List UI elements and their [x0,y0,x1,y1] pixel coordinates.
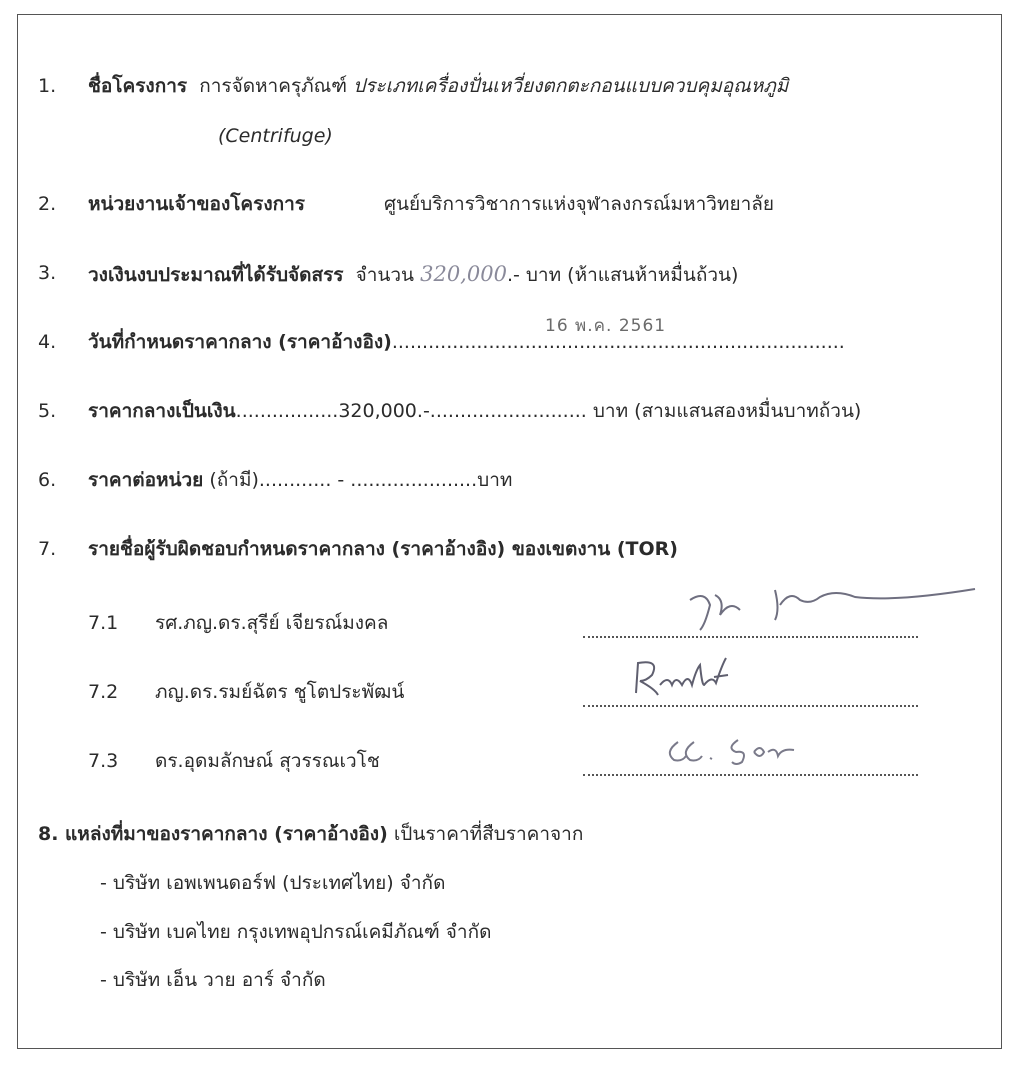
budget-line [88,262,738,287]
item-3-number: 3. [38,262,57,284]
item-4-number: 4. [38,331,57,353]
member-number: 7.2 [88,681,119,703]
item-7-number: 7. [38,538,57,560]
signature-3 [660,730,800,770]
project-name-label: ชื่อโครงการ [88,75,188,97]
date-dots: ........................................................................... [391,331,845,353]
budget-post: .- บาท (ห้าแสนห้าหมื่นถ้วน) [506,264,739,286]
unit-price-line [88,469,512,492]
project-name-plain: การจัดหาครุภัณฑ์ [199,75,348,97]
member-number: 7.3 [88,750,119,772]
member-name: ภญ.ดร.รมย์ฉัตร ชูโตประพัฒน์ [155,681,405,703]
item-2-number: 2. [38,193,57,215]
committee-label: รายชื่อผู้รับผิดชอบกำหนดราคากลาง (ราคาอ้างอิง) ของเขตงาน (TOR) [88,538,678,560]
item-1-content [88,75,788,98]
member-name: รศ.ภญ.ดร.สุรีย์ เจียรณ์มงคล [155,612,389,634]
signature-line [583,636,918,638]
sources-label: 8. แหล่งที่มาของราคากลาง (ราคาอ้างอิง) [38,823,388,845]
source-item: - บริษัท เอ็น วาย อาร์ จำกัด [100,969,326,991]
median-price-value: .................320,000.-.......................... บาท (สามแสนสองหมื่นบาทถ้วน) [235,400,862,422]
budget-pre: จำนวน [355,264,415,286]
owner-unit-label: หน่วยงานเจ้าของโครงการ [88,193,305,215]
signature-2 [628,655,758,700]
signature-1 [680,580,990,635]
member-number: 7.1 [88,612,119,634]
budget-handwritten-amount: 320,000 [420,262,507,286]
median-price-line [88,400,861,423]
item-number: 1. [38,75,57,97]
member-name: ดร.อุดมลักษณ์ สุวรรณเวโช [155,750,380,772]
item-6-number: 6. [38,469,57,491]
date-stamp: 16 พ.ค. 2561 [545,316,667,336]
owner-unit-value: ศูนย์บริการวิชาการแห่งจุฬาลงกรณ์มหาวิทยาลัย [384,193,775,215]
sources-line [38,823,583,846]
item-1 [38,75,56,98]
signature-line [583,774,918,776]
project-name-italic: ประเภทเครื่องปั่นเหวี่ยงตกตะกอนแบบควบคุมอุณหภูมิ [353,75,789,97]
signature-line [583,705,918,707]
item-5-number: 5. [38,400,57,422]
budget-label: วงเงินงบประมาณที่ได้รับจัดสรร [88,264,344,286]
date-line [88,331,845,354]
reference-date-label: วันที่กำหนดราคากลาง (ราคาอ้างอิง) [88,331,392,353]
source-item: - บริษัท เบคไทย กรุงเทพอุปกรณ์เคมีภัณฑ์ จำกัด [100,921,492,943]
project-name-english: (Centrifuge) [218,125,333,147]
median-price-label: ราคากลางเป็นเงิน [88,400,236,422]
unit-price-label: ราคาต่อหน่วย [88,469,204,491]
unit-price-value: (ถ้ามี)............ - .....................บาท [209,469,513,491]
source-item: - บริษัท เอพเพนดอร์ฟ (ประเทศไทย) จำกัด [100,872,446,894]
sources-intro: เป็นราคาที่สืบราคาจาก [393,823,584,845]
